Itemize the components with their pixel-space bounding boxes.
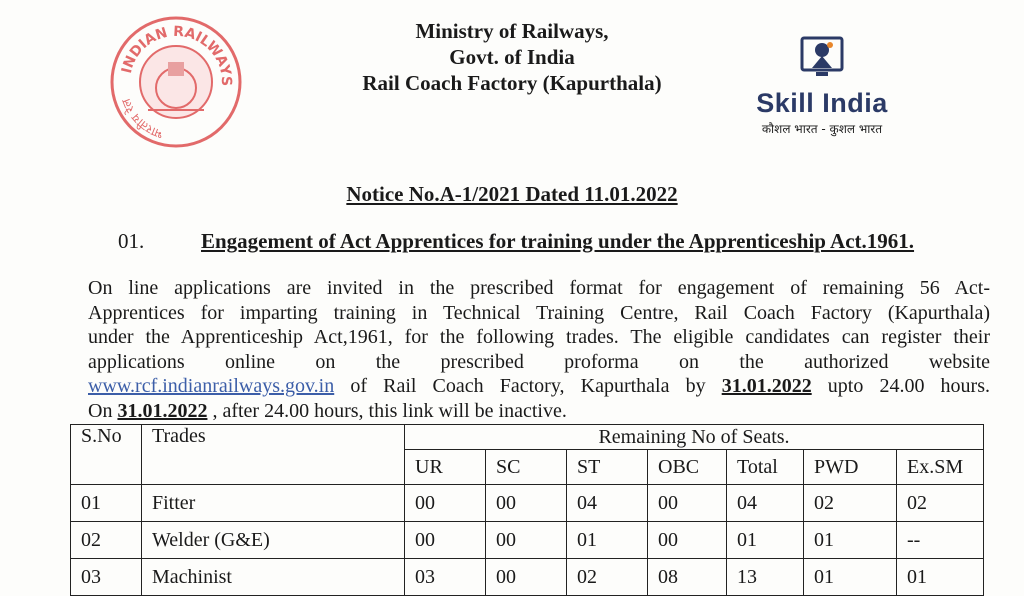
skill-india-tagline: कौशल भारत - कुशल भारत <box>761 122 883 136</box>
table-row <box>71 485 984 522</box>
skill-india-title: Skill India <box>756 88 888 118</box>
row-exsm: 02 <box>897 485 984 522</box>
row-ur: 03 <box>405 559 486 596</box>
para-line-6-end: , after 24.00 hours, this link will be inactive. <box>207 399 567 422</box>
header-st: ST <box>567 450 648 485</box>
row-ur: 00 <box>405 522 486 559</box>
ministry-line: Ministry of Railways, <box>415 19 609 43</box>
header-exsm: Ex.SM <box>897 450 984 485</box>
row-exsm: -- <box>897 522 984 559</box>
seats-table <box>70 424 984 596</box>
seal-text-left: भारतीय रेल <box>118 96 166 142</box>
header-ur: UR <box>405 450 486 485</box>
header-total: Total <box>727 450 804 485</box>
skill-india-logo <box>752 34 892 154</box>
row-sno: 01 <box>71 485 142 522</box>
row-total: 13 <box>727 559 804 596</box>
notice-paragraph <box>88 276 990 423</box>
para-line-5-text: of Rail Coach Factory, Kapurthala by <box>334 375 722 397</box>
row-pwd: 02 <box>804 485 897 522</box>
skill-india-emblem-icon <box>800 34 844 78</box>
para-line-5-end: upto 24.00 hours. <box>811 375 990 397</box>
notice-heading <box>0 182 1024 207</box>
row-trade: Welder (G&E) <box>142 522 405 559</box>
factory-line: Rail Coach Factory (Kapurthala) <box>362 71 662 95</box>
header-remaining-seats: Remaining No of Seats. <box>405 425 984 450</box>
govt-line: Govt. of India <box>449 45 575 69</box>
table-header-row <box>71 425 984 450</box>
row-ur: 00 <box>405 485 486 522</box>
header-obc: OBC <box>648 450 727 485</box>
last-date: 31.01.2022 <box>721 375 812 397</box>
table-row <box>71 522 984 559</box>
row-trade: Machinist <box>142 559 405 596</box>
row-sno: 02 <box>71 522 142 559</box>
item-number: 01. <box>118 229 145 253</box>
row-exsm: 01 <box>897 559 984 596</box>
row-sno: 03 <box>71 559 142 596</box>
para-line-6-start: On <box>88 399 118 422</box>
header-sc: SC <box>486 450 567 485</box>
row-st: 04 <box>567 485 648 522</box>
row-obc: 00 <box>648 522 727 559</box>
row-pwd: 01 <box>804 559 897 596</box>
notice-title: Notice No.A-1/2021 Dated 11.01.2022 <box>346 182 678 206</box>
row-sc: 00 <box>486 559 567 596</box>
row-sc: 00 <box>486 522 567 559</box>
para-line-5 <box>88 374 990 399</box>
row-st: 02 <box>567 559 648 596</box>
website-link[interactable]: www.rcf.indianrailways.gov.in <box>88 375 335 397</box>
row-pwd: 01 <box>804 522 897 559</box>
row-trade: Fitter <box>142 485 405 522</box>
para-line-2: Apprentices for imparting training in Technical Training Centre, Rail Coach Factory (Kapurthala) <box>88 301 990 324</box>
seal-text-top: INDIAN RAILWAYS <box>118 23 235 87</box>
header-trades: Trades <box>142 425 405 485</box>
header-pwd: PWD <box>804 450 897 485</box>
para-line-6 <box>88 399 990 424</box>
row-obc: 08 <box>648 559 727 596</box>
row-sc: 00 <box>486 485 567 522</box>
para-line-4: applications online on the prescribed proforma on the authorized website <box>88 350 990 373</box>
para-line-3: under the Apprenticeship Act,1961, for the following trades. The eligible candidates can register their <box>88 326 990 348</box>
item-title: Engagement of Act Apprentices for training under the Apprenticeship Act.1961. <box>201 229 915 253</box>
row-total: 04 <box>727 485 804 522</box>
header-sno: S.No <box>71 425 142 485</box>
row-st: 01 <box>567 522 648 559</box>
inactive-date: 31.01.2022 <box>117 399 208 422</box>
row-obc: 00 <box>648 485 727 522</box>
para-line-1: On line applications are invited in the prescribed format for engagement of remaining 56 Act- <box>88 277 990 299</box>
row-total: 01 <box>727 522 804 559</box>
table-row <box>71 559 984 596</box>
